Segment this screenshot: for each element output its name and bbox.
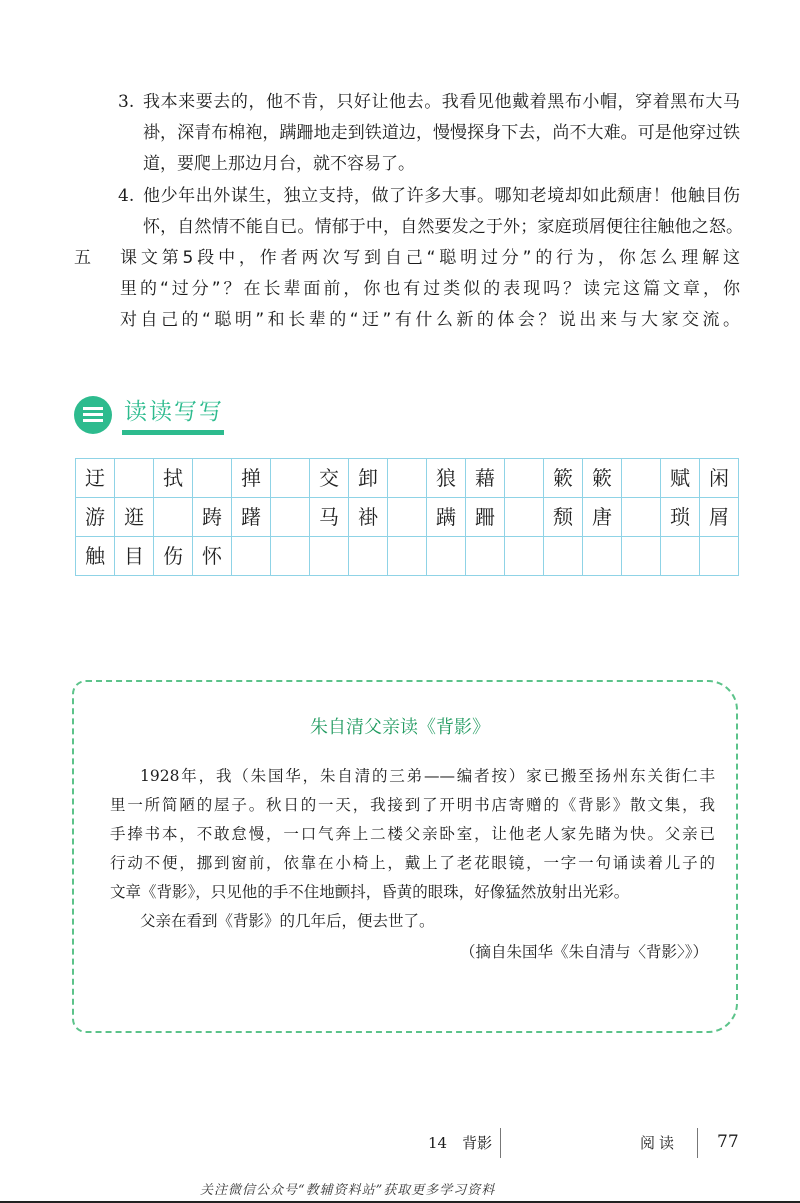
grid-cell: 拭: [154, 459, 193, 498]
watermark: 关注微信公众号“教辅资料站”获取更多学习资料: [200, 1183, 496, 1198]
grid-cell: [427, 537, 466, 576]
grid-cell: 闲: [700, 459, 739, 498]
footer-unit: 阅读: [640, 1134, 679, 1152]
grid-cell: [310, 537, 349, 576]
grid-cell: [466, 537, 505, 576]
text-line: 道，要爬上那边月台，就不容易了。: [143, 154, 415, 174]
grid-cell: [622, 498, 661, 537]
grid-cell: [232, 537, 271, 576]
page-number: 77: [717, 1132, 739, 1152]
footer-divider: [500, 1128, 501, 1158]
grid-cell: [700, 537, 739, 576]
text-line: 里的“过分”？在长辈面前，你也有过类似的表现吗？读完这篇文章，你: [120, 279, 740, 299]
vocabulary-grid: [75, 458, 739, 576]
grid-cell: 蹒: [427, 498, 466, 537]
box-line: 行动不便，挪到窗前，依靠在小椅上，戴上了老花眼镜，一字一句诵读着儿子的: [110, 854, 715, 872]
section-underline: [122, 430, 224, 435]
grid-cell: 簌: [583, 459, 622, 498]
grid-row: [76, 537, 739, 576]
grid-cell: [388, 537, 427, 576]
grid-cell: 躇: [232, 498, 271, 537]
text-line: 我本来要去的，他不肯，只好让他去。我看见他戴着黑布小帽，穿着黑布大马: [143, 92, 740, 112]
text-line: 怀，自然情不能自已。情郁于中，自然要发之于外；家庭琐屑便往往触他之怒。: [143, 217, 743, 237]
item-number: 3.: [118, 92, 135, 112]
text-line: 对自己的“聪明”和长辈的“迂”有什么新的体会？说出来与大家交流。: [120, 310, 740, 330]
grid-cell: 马: [310, 498, 349, 537]
grid-cell: [154, 498, 193, 537]
grid-cell: 唐: [583, 498, 622, 537]
grid-cell: 目: [115, 537, 154, 576]
box-line: 1928年，我（朱国华，朱自清的三弟——编者按）家已搬至扬州东关街仁丰: [140, 767, 715, 785]
grid-cell: [622, 537, 661, 576]
box-line: 手捧书本，不敢怠慢，一口气奔上二楼父亲卧室，让他老人家先睹为快。父亲已: [110, 825, 715, 843]
question-4-first-row: [118, 184, 740, 208]
grid-cell: 迂: [76, 459, 115, 498]
grid-cell: [115, 459, 154, 498]
grid-cell: 狼: [427, 459, 466, 498]
footer-divider: [697, 1128, 698, 1158]
grid-cell: 怀: [193, 537, 232, 576]
box-line: 父亲在看到《背影》的几年后，便去世了。: [140, 912, 435, 930]
grid-cell: [349, 537, 388, 576]
grid-cell: [544, 537, 583, 576]
text-line: 他少年出外谋生，独立支持，做了许多大事。哪知老境却如此颓唐！他触目伤: [143, 186, 740, 206]
section-three-icon: [74, 396, 112, 434]
grid-cell: [583, 537, 622, 576]
grid-cell: 掸: [232, 459, 271, 498]
box-title: 朱自清父亲读《背影》: [310, 717, 490, 738]
item-number: 五: [74, 248, 91, 268]
grid-cell: 踌: [193, 498, 232, 537]
grid-cell: 藉: [466, 459, 505, 498]
grid-cell: [505, 498, 544, 537]
grid-cell: [271, 537, 310, 576]
box-line: 里一所简陋的屋子。秋日的一天，我接到了开明书店寄赠的《背影》散文集，我: [110, 796, 715, 814]
text-line: 褂，深青布棉袍，蹒跚地走到铁道边，慢慢探身下去，尚不大难。可是他穿过铁: [143, 123, 740, 143]
question-3-first-row: [118, 90, 740, 114]
footer-lesson: 14 背影: [428, 1134, 493, 1152]
grid-cell: [271, 498, 310, 537]
grid-row: [76, 498, 739, 537]
grid-cell: 簌: [544, 459, 583, 498]
grid-cell: 交: [310, 459, 349, 498]
grid-cell: 伤: [154, 537, 193, 576]
grid-cell: [388, 498, 427, 537]
grid-cell: 卸: [349, 459, 388, 498]
grid-cell: [193, 459, 232, 498]
text-line: 课文第5段中，作者两次写到自己“聪明过分”的行为，你怎么理解这: [120, 248, 740, 268]
section-header: [74, 396, 234, 438]
grid-cell: 跚: [466, 498, 505, 537]
box-source: （摘自朱国华《朱自清与〈背影〉》）: [459, 943, 708, 961]
grid-cell: [271, 459, 310, 498]
box-line: 文章《背影》，只见他的手不住地颤抖，昏黄的眼珠，好像猛然放射出光彩。: [110, 883, 630, 901]
grid-cell: 颓: [544, 498, 583, 537]
item-number: 4.: [118, 186, 135, 206]
grid-cell: 屑: [700, 498, 739, 537]
grid-cell: [505, 537, 544, 576]
grid-cell: 赋: [661, 459, 700, 498]
grid-cell: 褂: [349, 498, 388, 537]
grid-cell: 游: [76, 498, 115, 537]
grid-row: [76, 459, 739, 498]
grid-cell: 逛: [115, 498, 154, 537]
section-title: 读读写写: [124, 399, 224, 425]
grid-cell: [388, 459, 427, 498]
grid-cell: 琐: [661, 498, 700, 537]
grid-cell: [622, 459, 661, 498]
grid-cell: [661, 537, 700, 576]
grid-cell: [505, 459, 544, 498]
question-5-first-row: [74, 246, 740, 270]
grid-cell: 触: [76, 537, 115, 576]
